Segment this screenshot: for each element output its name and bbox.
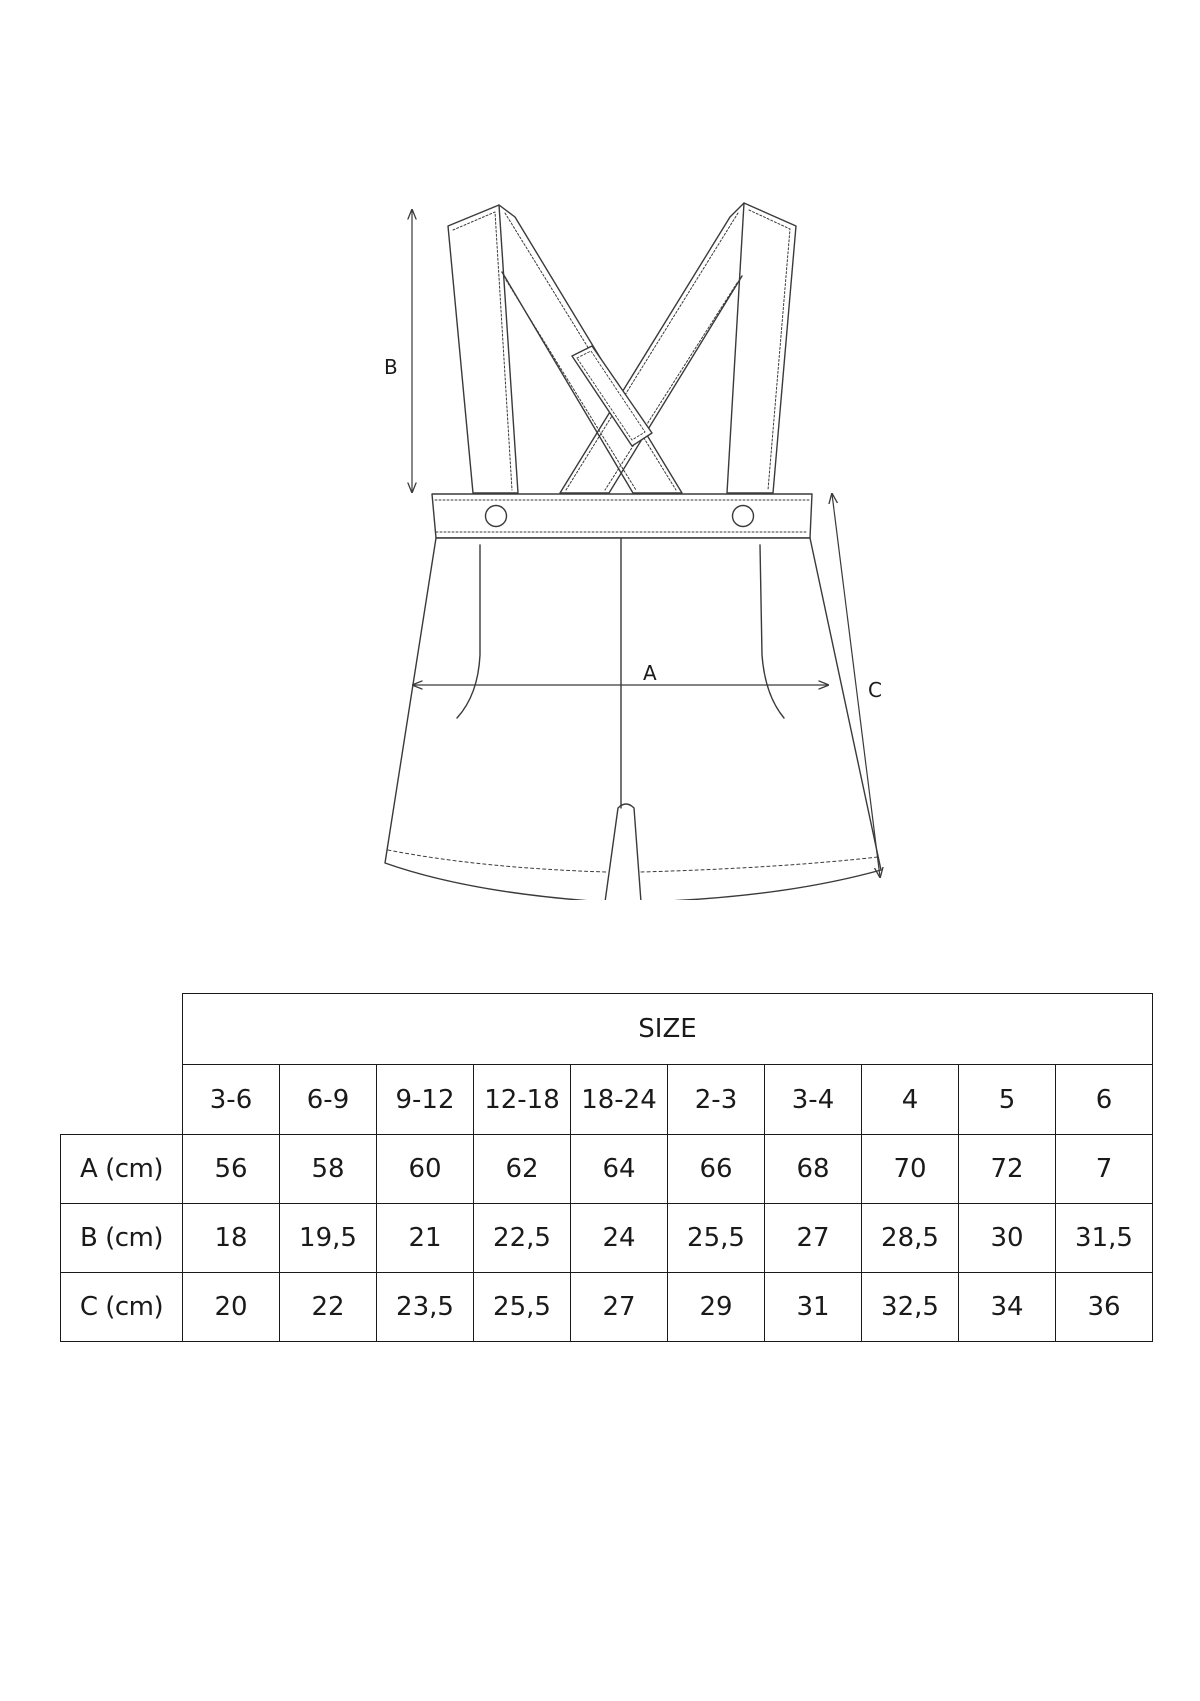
table-cell: 68 — [765, 1135, 862, 1204]
table-cell: 7 — [1056, 1135, 1153, 1204]
table-cell: 18 — [183, 1204, 280, 1273]
strap-tab — [572, 346, 652, 446]
table-cell: 28,5 — [862, 1204, 959, 1273]
table-cell: 31 — [765, 1273, 862, 1342]
table-cell: 20 — [183, 1273, 280, 1342]
table-cell: 29 — [668, 1273, 765, 1342]
table-title: SIZE — [183, 994, 1153, 1065]
row-label: B (cm) — [61, 1204, 183, 1273]
table-cell: 27 — [765, 1204, 862, 1273]
size-header-cell: 18-24 — [571, 1065, 668, 1135]
size-header-cell: 9-12 — [377, 1065, 474, 1135]
table-cell: 56 — [183, 1135, 280, 1204]
dimension-b-label: B — [384, 355, 398, 379]
size-header-cell: 6-9 — [280, 1065, 377, 1135]
size-header-cell: 12-18 — [474, 1065, 571, 1135]
size-header-cell: 2-3 — [668, 1065, 765, 1135]
right-front-strap — [727, 203, 796, 493]
table-cell: 22 — [280, 1273, 377, 1342]
table-cell: 30 — [959, 1204, 1056, 1273]
size-header-row — [61, 1065, 1153, 1135]
waistband — [432, 494, 812, 538]
table-cell: 70 — [862, 1135, 959, 1204]
size-header-cell: 3-4 — [765, 1065, 862, 1135]
table-row — [61, 1135, 1153, 1204]
table-corner — [61, 994, 183, 1065]
table-corner — [61, 1065, 183, 1135]
table-row — [61, 1273, 1153, 1342]
table-cell: 27 — [571, 1273, 668, 1342]
table-cell: 25,5 — [668, 1204, 765, 1273]
table-row — [61, 1204, 1153, 1273]
dimension-a-label: A — [643, 661, 657, 685]
size-header-cell: 3-6 — [183, 1065, 280, 1135]
table-title-row — [61, 994, 1153, 1065]
dimension-c-label: C — [868, 678, 882, 702]
table-cell: 58 — [280, 1135, 377, 1204]
table-cell: 66 — [668, 1135, 765, 1204]
table-cell: 23,5 — [377, 1273, 474, 1342]
left-front-strap — [448, 205, 518, 493]
size-header-cell: 4 — [862, 1065, 959, 1135]
table-cell: 34 — [959, 1273, 1056, 1342]
row-label: A (cm) — [61, 1135, 183, 1204]
row-label: C (cm) — [61, 1273, 183, 1342]
table-cell: 64 — [571, 1135, 668, 1204]
table-cell: 22,5 — [474, 1204, 571, 1273]
table-cell: 25,5 — [474, 1273, 571, 1342]
shorts-body — [385, 538, 881, 900]
table-cell: 32,5 — [862, 1273, 959, 1342]
table-cell: 36 — [1056, 1273, 1153, 1342]
size-chart-table — [60, 993, 1153, 1342]
size-header-cell: 6 — [1056, 1065, 1153, 1135]
table-cell: 19,5 — [280, 1204, 377, 1273]
table-cell: 24 — [571, 1204, 668, 1273]
table-cell: 60 — [377, 1135, 474, 1204]
table-cell: 21 — [377, 1204, 474, 1273]
table-cell: 62 — [474, 1135, 571, 1204]
table-cell: 31,5 — [1056, 1204, 1153, 1273]
table-cell: 72 — [959, 1135, 1056, 1204]
size-header-cell: 5 — [959, 1065, 1056, 1135]
